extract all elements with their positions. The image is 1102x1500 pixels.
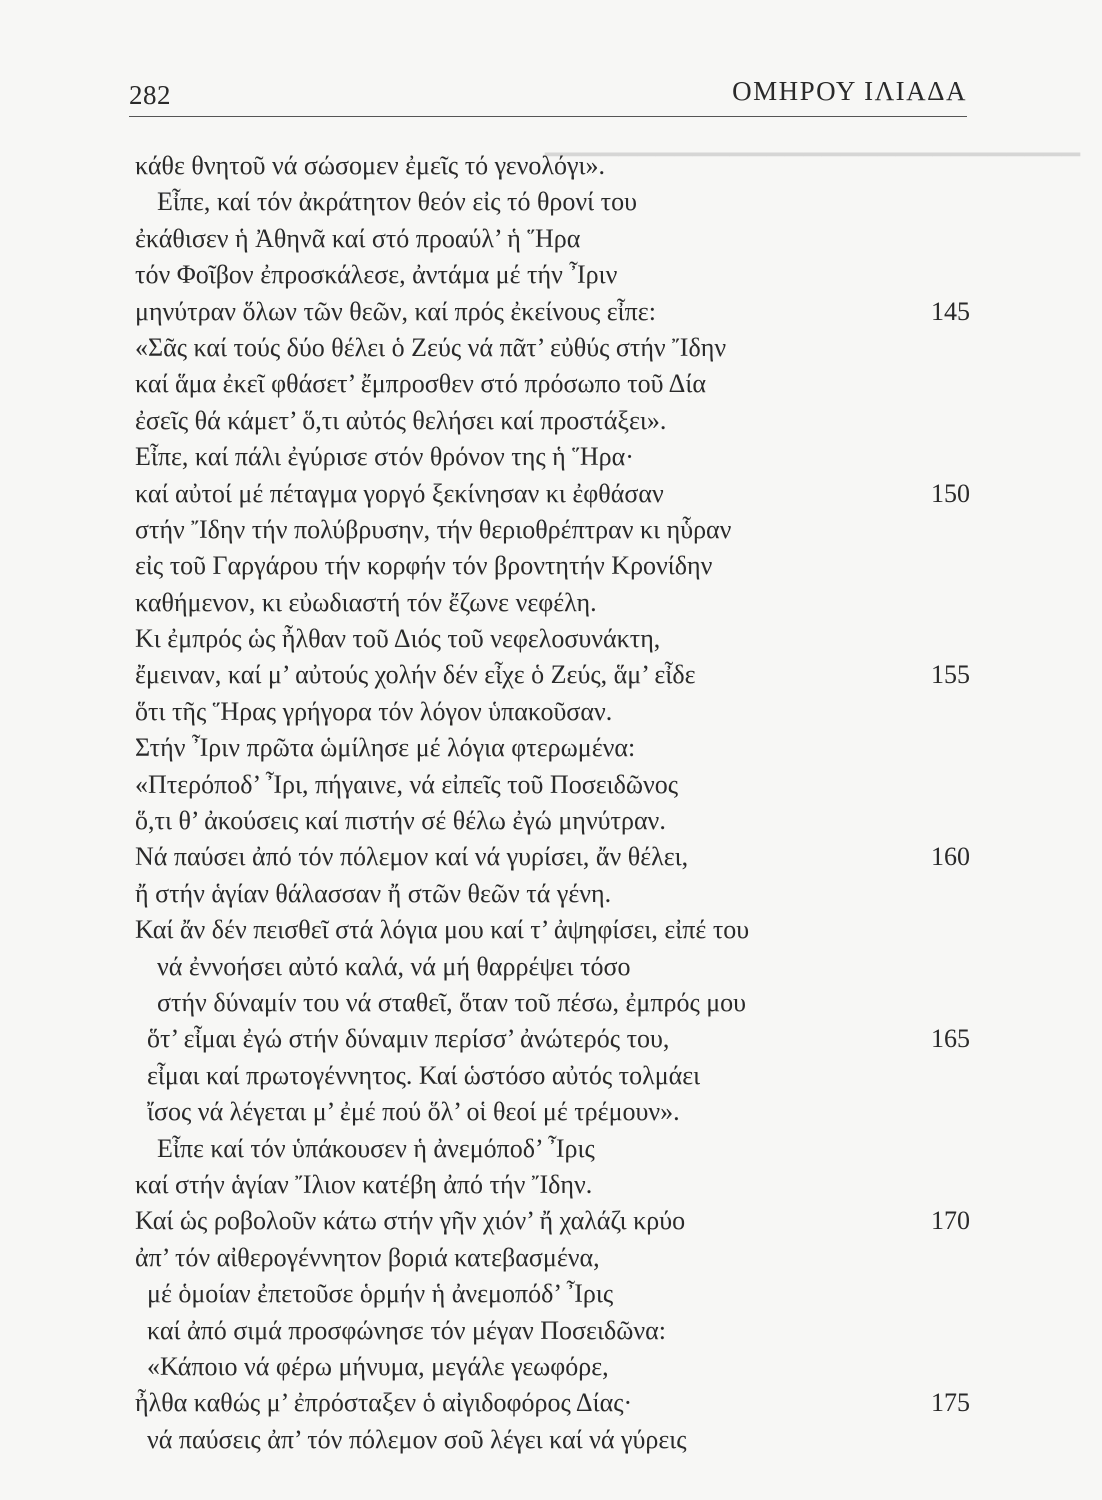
verse-text: ἐσεῖς θά κάμετ’ ὅ,τι αὐτός θελήσει καί προστάξει».: [135, 405, 667, 435]
verse-line: [135, 949, 970, 985]
verse-text: ἀπ’ τόν αἰθερογέννητον βοριά κατεβασμένα,: [135, 1242, 600, 1272]
verse-line: [135, 184, 970, 220]
verse-text: ὅτ’ εἶμαι ἐγώ στήν δύναμιν περίσσ’ ἀνώτερός του,: [147, 1024, 670, 1054]
verse-text: ἤ στήν ἁγίαν θάλασσαν ἤ στῶν θεῶν τά γένη.: [135, 878, 612, 908]
verse-text: ἔμειναν, καί μ’ αὐτούς χολήν δέν εἶχε ὁ Ζεύς, ἅμ’ εἶδε: [135, 660, 696, 690]
verse-text: εἶμαι καί πρωτογέννητος. Καί ὡστόσο αὐτός τολμάει: [147, 1060, 701, 1090]
verse-text: εἰς τοῦ Γαργάρου τήν κορφήν τόν βροντητήν Κρονίδην: [135, 551, 713, 581]
verse-text: Καί ὡς ροβολοῦν κάτω στήν γῆν χιόν’ ἤ χαλάζι κρύο: [135, 1206, 686, 1236]
verse-text: μέ ὁμοίαν ἐπετοῦσε ὁρμήν ἡ ἀνεμοπόδ’ Ἶρις: [147, 1279, 614, 1309]
verse-text: ὅτι τῆς Ἥρας γρήγορα τόν λόγον ὑπακοῦσαν.: [135, 696, 613, 726]
line-number: 170: [931, 1206, 970, 1236]
verse-line: [135, 803, 970, 839]
verse-line: [135, 366, 970, 402]
verse-text: νά ἐννοήσει αὐτό καλά, νά μή θαρρέψει τόσο: [157, 951, 631, 981]
verse-text: «Σᾶς καί τούς δύο θέλει ὁ Ζεύς νά πᾶτ’ εὐθύς στήν Ἴδην: [135, 332, 727, 362]
line-number: 155: [931, 660, 970, 690]
verse-text: νά παύσεις ἀπ’ τόν πόλεμον σοῦ λέγει καί νά γύρεις: [147, 1424, 687, 1454]
verse-line: [135, 657, 970, 693]
verse-line: [135, 985, 970, 1021]
verse-text: ἴσος νά λέγεται μ’ ἐμέ πού ὅλ’ οἱ θεοί μέ τρέμουν».: [147, 1097, 680, 1127]
verse-line: [135, 1276, 970, 1312]
verse-line: [135, 1021, 970, 1057]
verse-line: [135, 621, 970, 657]
verse-text: καί στήν ἁγίαν Ἴλιον κατέβη ἀπό τήν Ἴδην.: [135, 1169, 593, 1199]
verse-line: [135, 257, 970, 293]
verse-line: [135, 1313, 970, 1349]
line-number: 165: [931, 1024, 970, 1054]
verse-text: Στήν Ἶριν πρῶτα ὡμίλησε μέ λόγια φτερωμένα:: [135, 733, 636, 763]
verse-text: καί αὐτοί μέ πέταγμα γοργό ξεκίνησαν κι ἐφθάσαν: [135, 478, 664, 508]
verse-line: [135, 585, 970, 621]
verse-line: [135, 767, 970, 803]
verse-text: ἐκάθισεν ἡ Ἀθηνᾶ καί στό προαύλ’ ἡ Ἥρα: [135, 223, 581, 253]
page-number: 282: [129, 80, 171, 110]
verse-line: [135, 1131, 970, 1167]
verse-text: ὅ,τι θ’ ἀκούσεις καί πιστήν σέ θέλω ἐγώ μηνύτραν.: [135, 806, 666, 836]
running-head: [129, 76, 967, 110]
verse-text: «Πτερόποδ’ Ἶρι, πήγαινε, νά εἰπεῖς τοῦ Ποσειδῶνος: [135, 769, 679, 799]
verse-text: «Κάποιο νά φέρω μήνυμα, μεγάλε γεωφόρε,: [147, 1351, 609, 1381]
line-number: 145: [931, 296, 970, 326]
verse-line: [135, 1422, 970, 1458]
verse-text: Εἶπε, καί πάλι ἐγύρισε στόν θρόνον της ἡ Ἥρα·: [135, 442, 634, 472]
verse-line: [135, 1203, 970, 1239]
verse-text: Εἶπε, καί τόν ἀκράτητον θεόν εἰς τό θρονί του: [157, 187, 637, 217]
verse-line: [135, 476, 970, 512]
verse-line: [135, 294, 970, 330]
header-rule: [129, 116, 967, 117]
verse-line: [135, 1094, 970, 1130]
verse-line: [135, 912, 970, 948]
verse-line: [135, 1167, 970, 1203]
verse-text: στήν Ἴδην τήν πολύβρυσην, τήν θεριοθρέπτραν κι ηὗραν: [135, 514, 732, 544]
verse-line: [135, 730, 970, 766]
verse-line: [135, 439, 970, 475]
verse-text: στήν δύναμίν του νά σταθεῖ, ὅταν τοῦ πέσω, ἐμπρός μου: [157, 987, 747, 1017]
verse-line: [135, 330, 970, 366]
verse-line: [135, 1058, 970, 1094]
verse-text: μηνύτραν ὅλων τῶν θεῶν, καί πρός ἐκείνους εἶπε:: [135, 296, 656, 326]
verse-text: Καί ἄν δέν πεισθεῖ στά λόγια μου καί τ’ ἀψηφίσει, εἰπέ του: [135, 915, 750, 945]
verse-text: κάθε θνητοῦ νά σώσομεν ἐμεῖς τό γενολόγι».: [135, 151, 605, 180]
verse-text: Εἶπε καί τόν ὑπάκουσεν ἡ ἀνεμόποδ’ Ἶρις: [157, 1133, 595, 1163]
verse-text: καί ἀπό σιμά προσφώνησε τόν μέγαν Ποσειδῶνα:: [147, 1315, 666, 1345]
verse-line: [135, 403, 970, 439]
verse-text: καθήμενον, κι εὐωδιαστή τόν ἔζωνε νεφέλη.: [135, 587, 597, 617]
verse-text: καί ἅμα ἐκεῖ φθάσετ’ ἔμπροσθεν στό πρόσωπο τοῦ Δία: [135, 369, 706, 399]
verse-line: [135, 512, 970, 548]
verse-line: [135, 148, 970, 184]
verse-text: τόν Φοῖβον ἐπροσκάλεσε, ἀντάμα μέ τήν Ἶριν: [135, 260, 618, 290]
line-number: 175: [931, 1388, 970, 1418]
verse-text: ἦλθα καθώς μ’ ἐπρόσταξεν ὁ αἰγιδοφόρος Δίας·: [135, 1388, 633, 1418]
verse-line: [135, 1349, 970, 1385]
verse-line: [135, 1385, 970, 1421]
verse-line: [135, 876, 970, 912]
verse-list: [135, 148, 970, 1458]
verse-text: Κι ἐμπρός ὡς ἦλθαν τοῦ Διός τοῦ νεφελοσυνάκτη,: [135, 624, 661, 654]
verse-line: [135, 694, 970, 730]
verse-line: [135, 1240, 970, 1276]
verse-text: Νά παύσει ἀπό τόν πόλεμον καί νά γυρίσει, ἄν θέλει,: [135, 842, 689, 872]
verse-line: [135, 839, 970, 875]
line-number: 160: [931, 842, 970, 872]
verse-line: [135, 548, 970, 584]
verse-line: [135, 221, 970, 257]
book-title: ΟΜΗΡΟΥ ΙΛΙΑΔΑ: [732, 76, 967, 106]
show-through-text-shadow: ▔▔▔▔▔▔▔▔▔▔▔▔▔▔▔▔▔▔▔▔▔▔▔▔▔▔▔▔▔: [544, 155, 1080, 181]
line-number: 150: [931, 478, 970, 508]
